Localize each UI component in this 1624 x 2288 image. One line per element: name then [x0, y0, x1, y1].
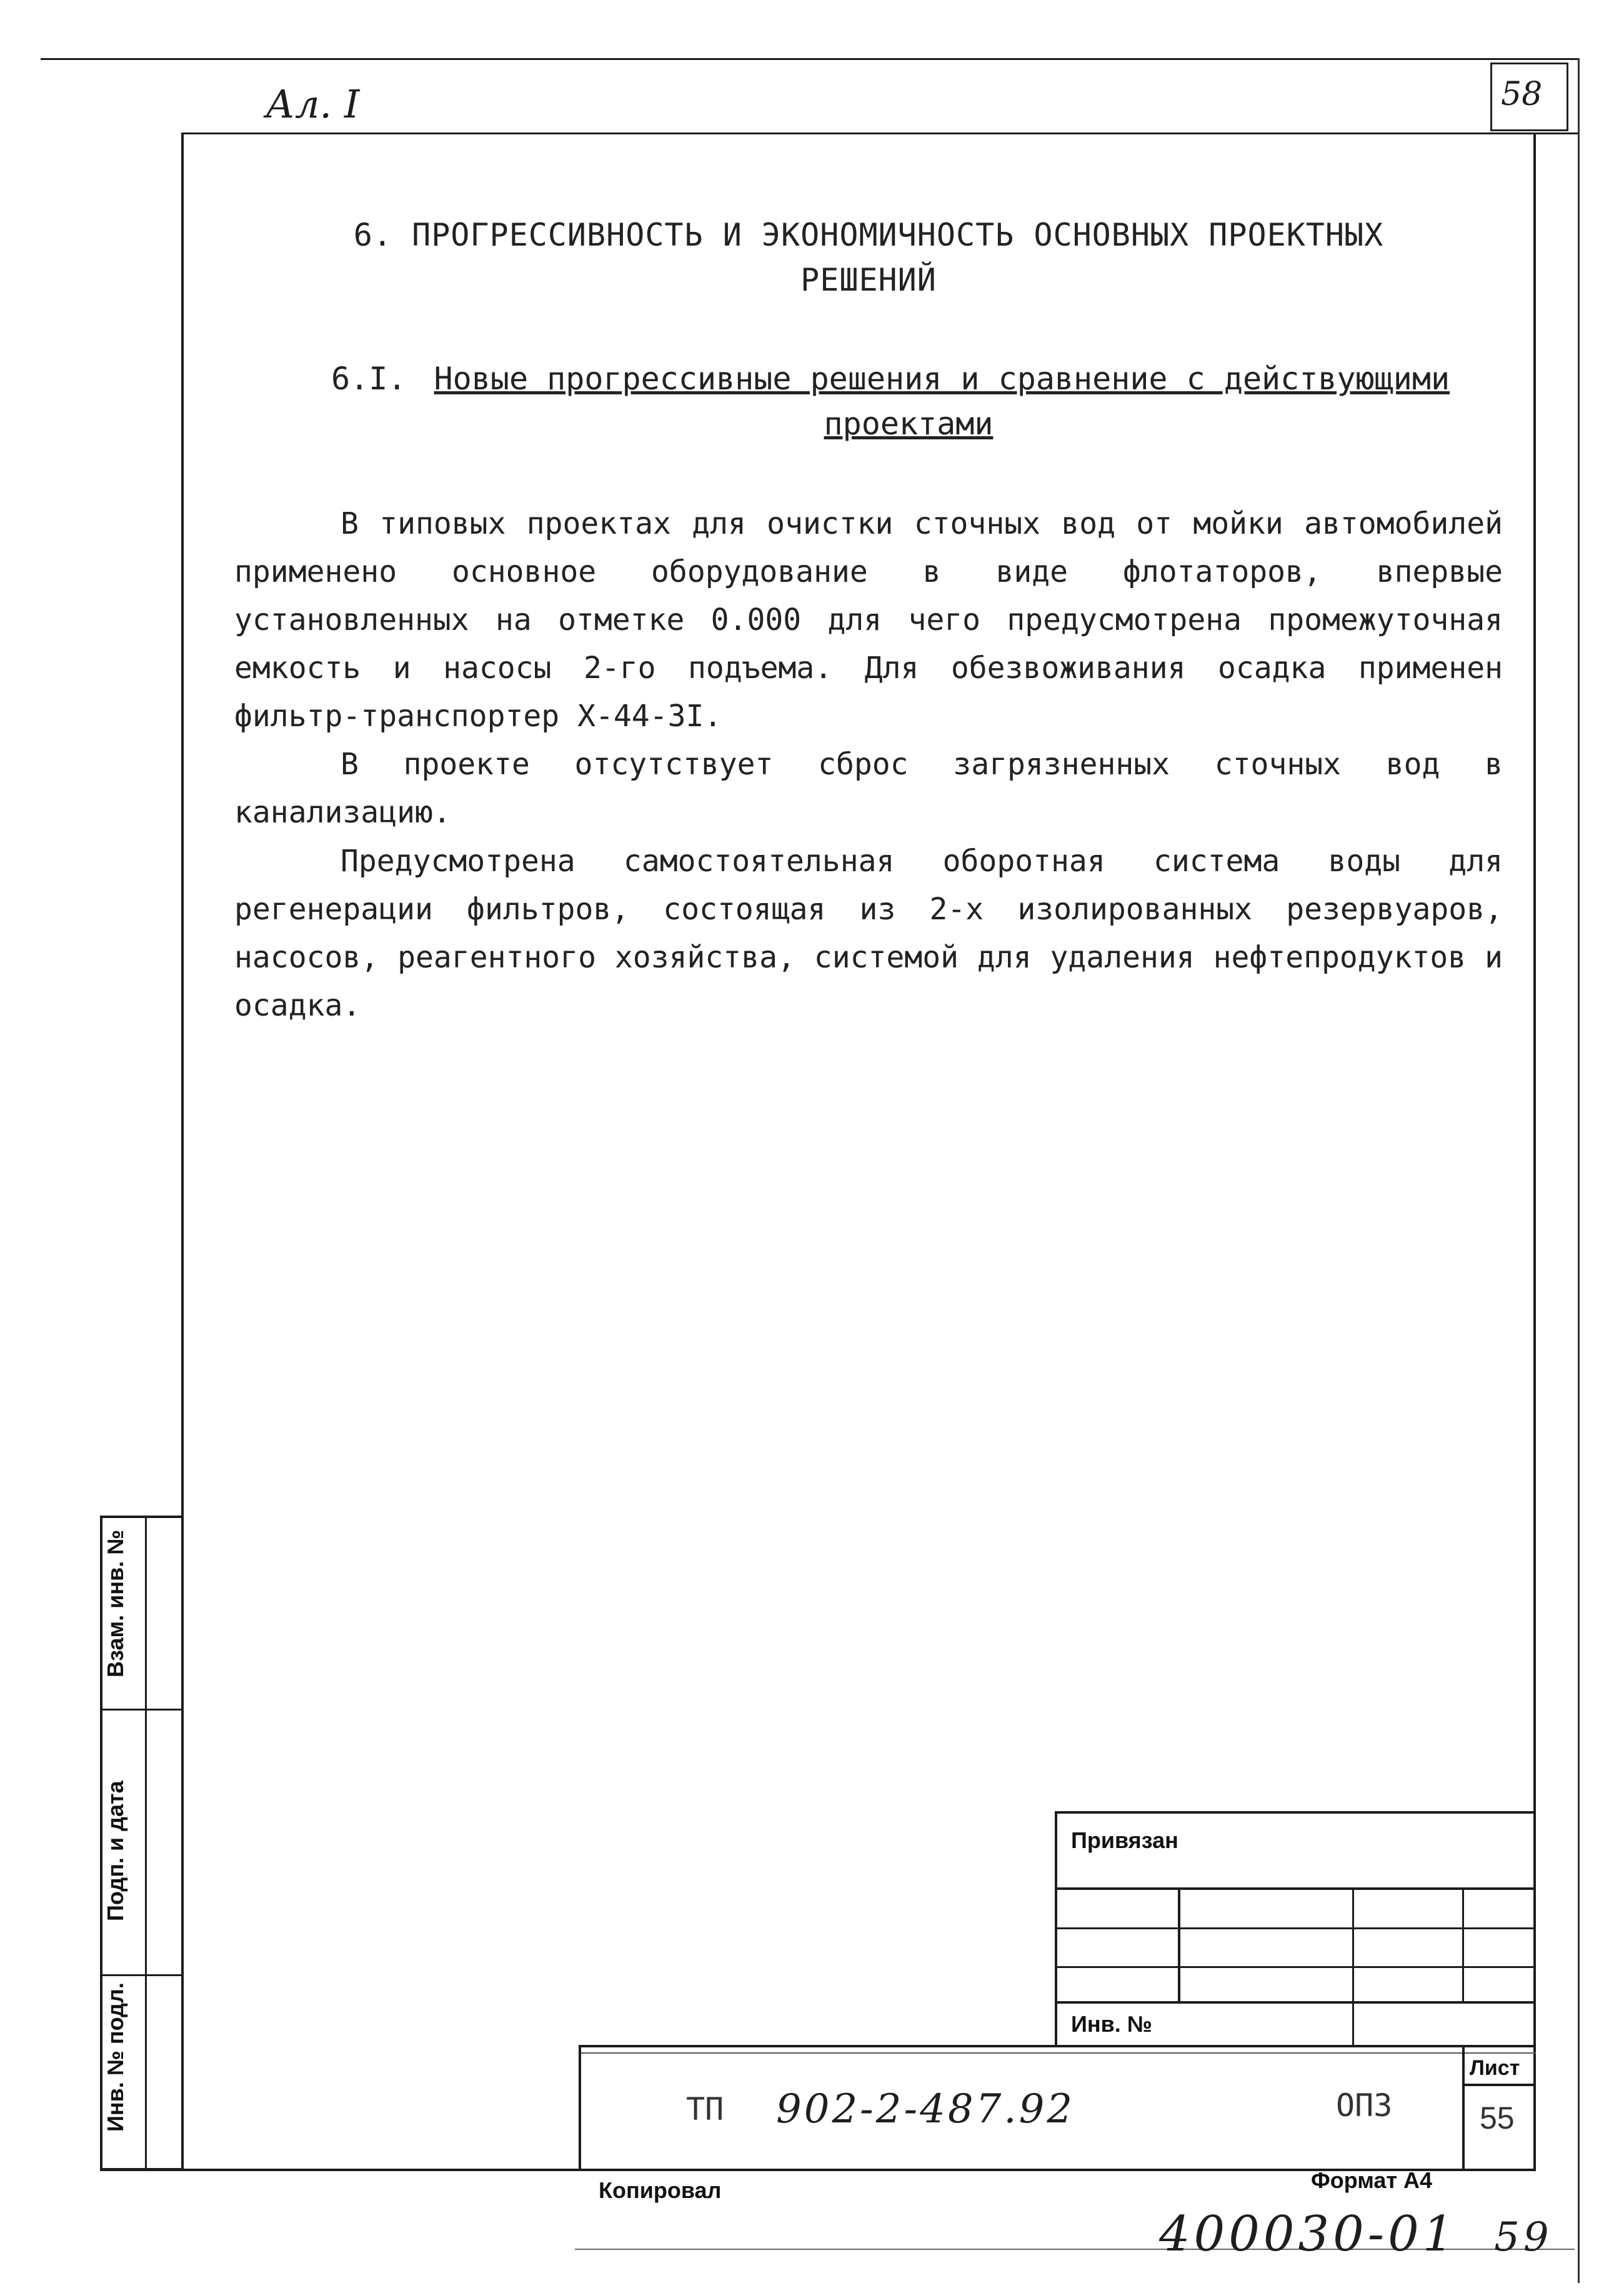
main-title-block-inner-line [581, 2052, 1536, 2054]
subsection-heading [331, 356, 1450, 401]
paragraph-3: Предусмотрена самостоятельная оборотная система воды для регенерации фильтров, состоящая из 2-х изолированных резервуаров, насосов, реагентного хозяйства, системой для удаления нефтепродуктов и осадка. [234, 844, 1503, 1023]
privyazan-row-line-4 [1057, 2001, 1536, 2004]
privyazan-block [1055, 1811, 1536, 2046]
archive-stamp [1159, 2206, 1553, 2262]
top-border-line [41, 58, 1578, 60]
subsection-title-line1: Новые прогрессивные решения и сравнение с действующими [434, 361, 1450, 397]
format-label: Формат А4 [1311, 2167, 1433, 2193]
list-label: Лист [1470, 2056, 1520, 2080]
subsection-number: 6.I. [331, 361, 407, 397]
side-stamp-row-divider-2 [102, 1974, 184, 1976]
doc-number: 902-2-487.92 [776, 2086, 1075, 2132]
sheet-col-divider [1462, 2047, 1465, 2171]
privyazan-col-2 [1352, 1887, 1354, 2047]
privyazan-row-line-3 [1057, 1966, 1536, 1968]
side-label-vzam-inv: Взам. инв. № [102, 1529, 128, 1677]
doc-code: ОПЗ [1336, 2087, 1393, 2124]
side-label-inv-podl: Инв. № подл. [102, 1982, 128, 2132]
section-title-line1: 6. ПРОГРЕССИВНОСТЬ И ЭКОНОМИЧНОСТЬ ОСНОВНЫХ ПРОЕКТНЫХ [353, 217, 1384, 253]
sheet-row-divider [1462, 2084, 1536, 2086]
privyazan-row-line-2 [1057, 1927, 1536, 1929]
privyazan-col-1 [1178, 1887, 1180, 2003]
side-label-podp-data: Подп. и дата [102, 1781, 128, 1921]
album-mark: Ал. I [266, 81, 360, 127]
side-stamp-row-divider-1 [102, 1709, 184, 1711]
doc-prefix: ТП [686, 2091, 724, 2127]
privyazan-col-3 [1462, 1887, 1464, 2003]
inv-no-label: Инв. № [1071, 2011, 1152, 2037]
section-title-line2: РЕШЕНИЙ [800, 262, 937, 298]
main-title-block [579, 2045, 1536, 2171]
outer-frame-right [1578, 58, 1580, 2283]
privyazan-row-line-1 [1057, 1887, 1536, 1890]
inner-frame-top [181, 132, 1578, 134]
archive-page: 59 [1494, 2214, 1553, 2261]
privyazan-label: Привязан [1071, 1827, 1178, 1853]
corner-page-box [1490, 62, 1568, 131]
side-stamp-column-divider [145, 1518, 147, 2171]
subsection-title-line2: проектами [824, 406, 994, 442]
sheet-number: 55 [1480, 2101, 1515, 2136]
corner-page-number: 58 [1501, 76, 1543, 113]
paragraph-2: В проекте отсутствует сброс загрязненных сточных вод в канализацию. [234, 747, 1503, 830]
copied-label: Копировал [599, 2177, 722, 2203]
paragraph-1: В типовых проектах для очистки сточных вод от мойки автомобилей применено основное оборудование в виде флотаторов, впервые установленных на отметке 0.000 для чего предусмотрена промежуточная емкость и насосы 2-го подъема. Для обезвоживания осадка применен фильтр-транспортер Х-44-3I. [234, 506, 1503, 734]
archive-number: 400030-01 [1159, 2206, 1458, 2262]
